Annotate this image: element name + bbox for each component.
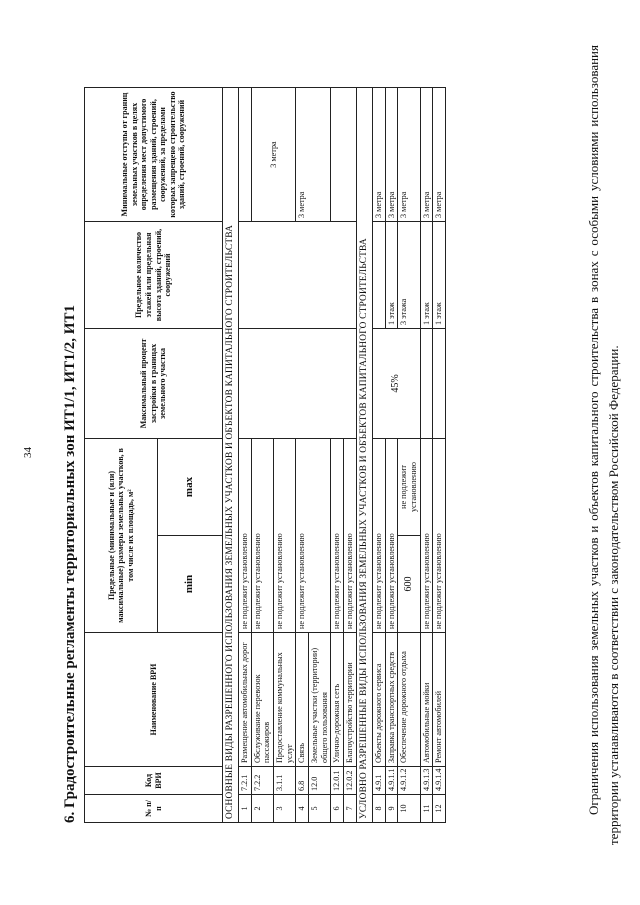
header-setback: Минимальные отступы от границ земельных участков в целях определения мест допустимого размещения зданий, строений, сооружений, за пределами которых запрещено строительство зданий, строений, сооружений (85, 88, 223, 222)
row-name: Благоустройство территории (344, 633, 357, 767)
row-percent: 45% (372, 329, 420, 439)
header-size-min: min (158, 536, 223, 633)
header-code: Код ВРИ (85, 767, 223, 795)
row-code: 4.9.1 (372, 767, 385, 795)
regulations-table (84, 87, 446, 823)
row-percent (239, 329, 357, 439)
row-setback: 3 метра (251, 88, 296, 222)
row-size: не подлежит установлению (344, 439, 357, 633)
row-name: Размещение автомобильных дорог (239, 633, 252, 767)
row-num: 5 (309, 795, 331, 823)
section-main: ОСНОВНЫЕ ВИДЫ РАЗРЕШЕННОГО ИСПОЛЬЗОВАНИЯ ЗЕМЕЛЬНЫХ УЧАСТКОВ И ОБЪЕКТОВ КАПИТАЛЬНОГО СТРОИТЕЛЬСТВА (223, 88, 239, 823)
row-code: 12.0.2 (344, 767, 357, 795)
row-num: 4 (296, 795, 309, 823)
row-setback: 3 метра (385, 88, 398, 222)
row-num: 12 (433, 795, 446, 823)
row-floors: 1 этаж (385, 222, 398, 329)
row-name: Предоставление коммунальных услуг (274, 633, 296, 767)
row-setback (331, 88, 356, 222)
table-row (239, 88, 252, 823)
row-code: 3.1.1 (274, 767, 296, 795)
row-num: 8 (372, 795, 385, 823)
row-size: не подлежит установлению (372, 439, 385, 633)
row-name: Заправка транспортных средств (385, 633, 398, 767)
page-number: 34 (22, 447, 34, 458)
row-setback: 3 метра (420, 88, 433, 222)
row-num: 10 (398, 795, 420, 823)
row-setback: 3 метра (296, 88, 331, 222)
row-name: Обслуживание перевозок пассажиров (251, 633, 273, 767)
row-name: Объекты дорожного сервиса (372, 633, 385, 767)
section-conditional: УСЛОВНО РАЗРЕШЕННЫЕ ВИДЫ ИСПОЛЬЗОВАНИЯ ЗЕМЕЛЬНЫХ УЧАСТКОВ И ОБЪЕКТОВ КАПИТАЛЬНОГО СТРОИТЕЛЬСТВА (356, 88, 372, 823)
row-floors (239, 222, 357, 329)
row-name: Обеспечение дорожного отдыха (398, 633, 420, 767)
row-floors: 1 этаж (433, 222, 446, 329)
row-size: не подлежит установлению (433, 439, 446, 633)
row-code: 4.9.1.4 (433, 767, 446, 795)
header-floors: Предельное количество этажей или предельная высота зданий, строений, сооружений (85, 222, 223, 329)
table-row (420, 88, 433, 823)
row-setback (239, 88, 252, 222)
row-size: не подлежит установлению (274, 439, 296, 633)
row-setback: 3 метра (398, 88, 420, 222)
row-code: 4.9.1.1 (385, 767, 398, 795)
row-num: 2 (251, 795, 273, 823)
row-size-min: 600 (398, 536, 420, 633)
row-name: Связь (296, 633, 309, 767)
row-setback: 3 метра (433, 88, 446, 222)
row-size: не подлежит установлению (385, 439, 398, 633)
row-code: 12.0.1 (331, 767, 344, 795)
header-name: Наименование ВРИ (85, 633, 223, 767)
table-row (398, 88, 420, 823)
header-size-max: max (158, 439, 223, 536)
row-num: 11 (420, 795, 433, 823)
table-row (251, 88, 273, 823)
row-code: 4.9.1.3 (420, 767, 433, 795)
row-num: 9 (385, 795, 398, 823)
row-floors: 3 этажа (398, 222, 420, 329)
row-floors (372, 222, 385, 329)
row-num: 6 (331, 795, 344, 823)
row-code: 7.2.2 (251, 767, 273, 795)
table-row (331, 88, 344, 823)
page-title: 6. Градостроительные регламенты территориальных зон ИТ1/1, ИТ1/2, ИТ1 (62, 305, 78, 823)
row-percent (433, 329, 446, 439)
row-size: не подлежит установлению (420, 439, 433, 633)
row-name: Ремонт автомобилей (433, 633, 446, 767)
row-name: Автомобильные мойки (420, 633, 433, 767)
row-code: 6.8 (296, 767, 309, 795)
row-size: не подлежит установлению (239, 439, 252, 633)
row-num: 7 (344, 795, 357, 823)
row-code: 7.2.1 (239, 767, 252, 795)
header-num: № п/п (85, 795, 223, 823)
row-size: не подлежит установлению (296, 439, 331, 633)
table-row (433, 88, 446, 823)
row-name: Улично-дорожная сеть (331, 633, 344, 767)
header-size: Предельные (минимальные и (или) максимальные) размеры земельных участков, в том числе их площадь, м² (85, 439, 158, 633)
table-row (296, 88, 309, 823)
table-row (372, 88, 385, 823)
table-row (385, 88, 398, 823)
header-percent: Максимальный процент застройки в границах земельного участка (85, 329, 223, 439)
row-setback: 3 метра (372, 88, 385, 222)
row-floors: 1 этаж (420, 222, 433, 329)
row-percent (420, 329, 433, 439)
row-size-max: не подлежит установлению (398, 439, 420, 536)
row-size: не подлежит установлению (331, 439, 344, 633)
row-code: 12.0 (309, 767, 331, 795)
row-size: не подлежит установлению (251, 439, 273, 633)
row-num: 1 (239, 795, 252, 823)
footnote: Ограничения использования земельных участков и объектов капитального строительства в зонах с особыми условиями использования территории устанавливаются в соответствии с законодательством Российской Федерации. (586, 45, 622, 845)
row-name: Земельные участки (территории) общего пользования (309, 633, 331, 767)
row-code: 4.9.1.2 (398, 767, 420, 795)
row-num: 3 (274, 795, 296, 823)
